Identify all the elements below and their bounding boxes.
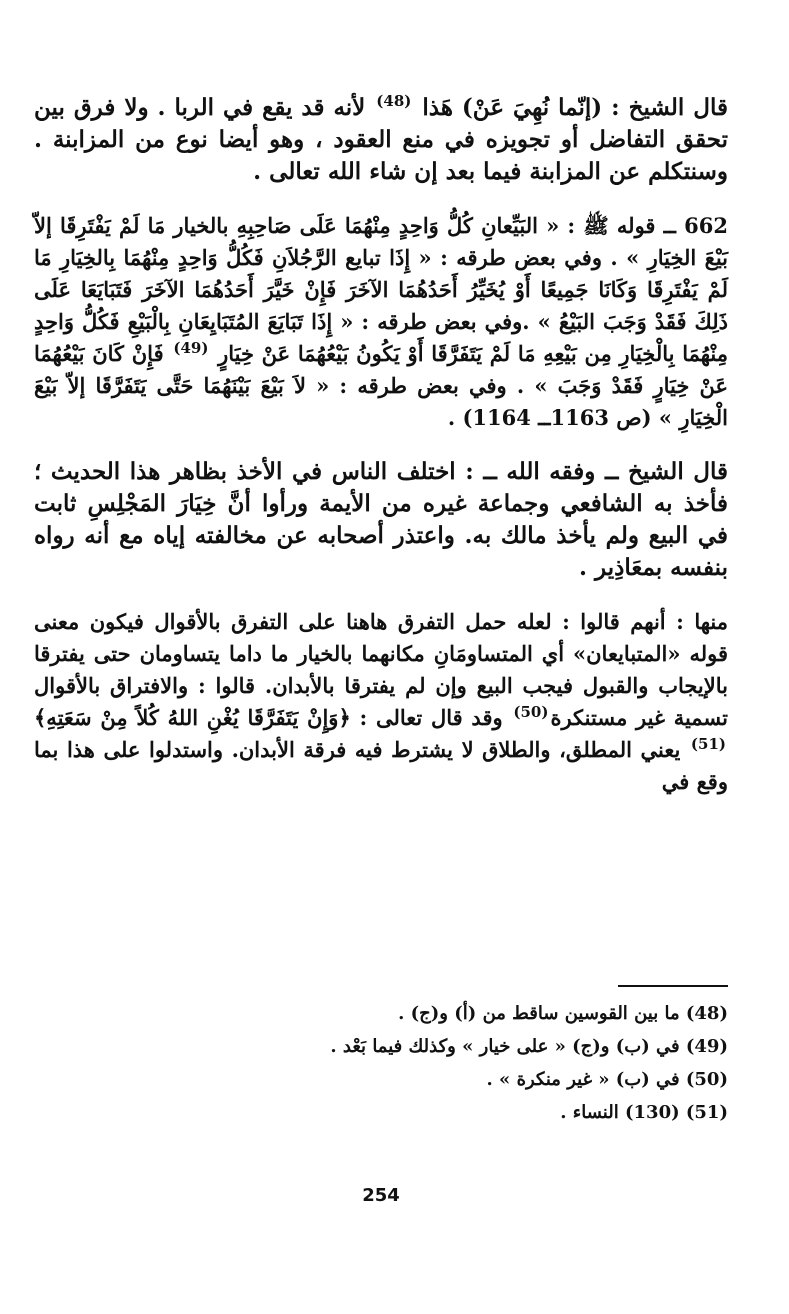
footnote-50: (50) في (ب) « غير منكرة » . (486, 1069, 728, 1090)
paragraph-4-text-3: يعني المطلق، والطلاق لا يشترط فيه فرقة الأبدان. واستدلوا على هذا بما وقع في (34, 737, 728, 794)
paragraph-4-text-1: منها : أنهم قالوا : لعله حمل التفرق هاهنا على التفرق بالأقوال فيكون معنى قوله «المتبايعان» أي المتساومَانِ مكانهما بالخيار ما داما يتساومان حتى يفترقا بالإيجاب والقبول فيجب البيع وإن لم يفترقا بالأبدان. قالوا : والافتراق بالأقوال تسمية غير مستنكرة (34, 609, 729, 730)
paragraph-4 (34, 606, 728, 798)
paragraph-3 (34, 456, 728, 584)
paragraph-4-text-2: وقد قال تعالى : ﴿وَإِنْ يَتَفَرَّقَا يُغْنِ اللهُ كُلاً مِنْ سَعَتِهِ﴾ (34, 705, 512, 730)
footnote-divider (618, 985, 728, 987)
paragraph-2-text-2: فَإِنْ كَانَ بَيْعُهُمَا عَنْ خِيَارٍ فَقَدْ وَجَبَ » . وفي بعض طرقه : « لاَ بَيْعَ بَيْنَهُمَا حَتَّى يَتَفَرَّقَا إلاّ بَيْعَ الْخِيَارِ » (ص 1163ــ 1164) . (34, 341, 728, 430)
footnote-48: (48) ما بين القوسين ساقط من (أ) و(ج) . (398, 1003, 728, 1024)
footnote-ref-51: (51) (690, 735, 726, 753)
paragraph-1-text-2: لأنه قد يقع في الربا . ولا فرق بين تحقق التفاضل أو تجويزه في منع العقود ، وهو أيضا نوع من المزابنة . وسنتكلم عن المزابنة فيما بعد إن شاء الله تعالى . (34, 94, 728, 185)
body-text (34, 92, 728, 798)
paragraph-1 (34, 92, 728, 188)
paragraph-2-text-1: 662 ــ قوله ﷺ : « البَيِّعانِ كُلُّ وَاحِدٍ مِنْهُمَا عَلَى صَاحِبِهِ بالخيار مَا لَمْ يَفْتَرِقَا إلاّ بَيْعَ الخِيَارِ » . وفي بعض طرقه : « إِذَا تبايع الرَّجُلاَنِ فَكُلُّ وَاحِدٍ مِنْهُمَا بِالخِيَارِ مَا لَمْ يَفْتَرِقَا وَكَانَا جَمِيعًا أَوْ يُخَيِّرُ أَحَدُهُمَا الآخَرَ فَإِنْ خَيَّرَ أَحَدُهُمَا الآخَرَ فَتَبَايَعَا عَلَى ذَلِكَ فَقَدْ وَجَبَ البَيْعُ » .وفي بعض طرقه : « إِذَا تَبَايَعَ المُتَبَايِعَانِ بِالْبَيْعِ فَكُلُّ وَاحِدٍ مِنْهُمَا بِالْخِيَارِ مِن بَيْعِهِ مَا لَمْ يَتَفَرَّقَا أَوْ يَكُونُ بَيْعُهُمَا عَنْ خِيَارٍ (34, 213, 728, 366)
footnote-51: (51) (130) النساء . (560, 1102, 728, 1123)
footnote-ref-48: (48) (376, 92, 412, 111)
paragraph-2 (34, 210, 728, 434)
page-number: 254 (362, 1185, 400, 1206)
paragraph-3-text-1: قال الشيخ ــ وفقه الله ــ : اختلف الناس في الأخذ بظاهر هذا الحديث ؛ فأخذ به الشافعي وجماعة غيره من الأيمة ورأوا أنَّ خِيَارَ المَجْلِسِ ثابت في البيع ولم يأخذ مالك به. واعتذر أصحابه عن مخالفته إياه مع أنه رواه بنفسه بمعَاذِير . (34, 458, 728, 581)
footnote-49: (49) في (ب) و(ج) « على خيار » وكذلك فيما بَعْد . (330, 1036, 728, 1057)
footnote-ref-50: (50) (513, 703, 549, 721)
footnote-ref-49: (49) (173, 339, 209, 357)
document-page (34, 92, 728, 1272)
footnotes (34, 997, 728, 1129)
paragraph-1-text-1: قال الشيخ : (إنّما نُهِيَ عَنْ) هَذا (413, 94, 728, 121)
